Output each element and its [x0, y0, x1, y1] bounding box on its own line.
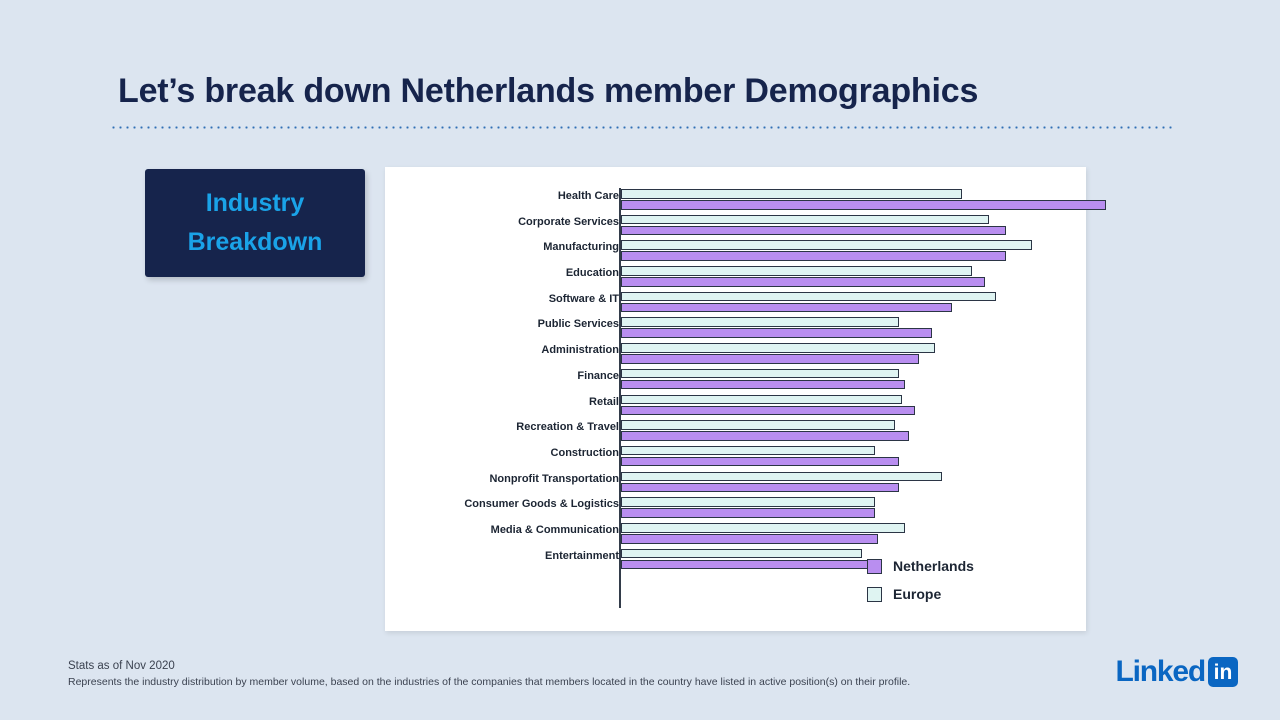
- title-divider: [110, 126, 1172, 129]
- bar-europe: [621, 446, 875, 456]
- bar-europe: [621, 317, 899, 327]
- chart-row: [385, 496, 1086, 522]
- bar-netherlands: [621, 431, 909, 441]
- bar-europe: [621, 189, 962, 199]
- chart-row: [385, 316, 1086, 342]
- bar-netherlands: [621, 303, 952, 313]
- category-label: Consumer Goods & Logistics: [464, 498, 619, 511]
- section-label-box: [145, 169, 365, 277]
- category-label: Construction: [550, 446, 619, 459]
- chart-row: [385, 214, 1086, 240]
- bar-europe: [621, 292, 996, 302]
- chart-row: [385, 291, 1086, 317]
- chart-plot-area: [385, 167, 1086, 631]
- bar-europe: [621, 395, 902, 405]
- bar-netherlands: [621, 406, 915, 416]
- bar-netherlands: [621, 457, 899, 467]
- category-label: Education: [565, 267, 619, 280]
- bar-europe: [621, 523, 905, 533]
- category-label: Recreation & Travel: [516, 421, 619, 434]
- chart-row: [385, 394, 1086, 420]
- chart-row: [385, 239, 1086, 265]
- bar-europe: [621, 497, 875, 507]
- legend-swatch-europe: [867, 587, 882, 602]
- section-label-line1: Industry: [205, 189, 305, 217]
- bar-europe: [621, 549, 862, 559]
- bar-netherlands: [621, 200, 1106, 210]
- bar-europe: [621, 343, 935, 353]
- chart-row: [385, 471, 1086, 497]
- linkedin-wordmark: Linked: [1115, 655, 1205, 688]
- category-label: Entertainment: [545, 549, 619, 562]
- bar-netherlands: [621, 251, 1006, 261]
- bar-netherlands: [621, 380, 905, 390]
- category-label: Public Services: [537, 318, 619, 331]
- footnote-description: Represents the industry distribution by member volume, based on the industries of the companies that members located in the country have listed in active position(s) on their profile.: [68, 676, 911, 688]
- legend-item-europe: [867, 586, 974, 602]
- category-label: Corporate Services: [518, 215, 619, 228]
- bar-europe: [621, 240, 1032, 250]
- legend-item-netherlands: [867, 558, 974, 574]
- category-label: Manufacturing: [543, 241, 619, 254]
- bar-europe: [621, 420, 895, 430]
- bar-europe: [621, 215, 989, 225]
- category-label: Nonprofit Transportation: [489, 472, 619, 485]
- bar-europe: [621, 266, 972, 276]
- category-label: Administration: [541, 344, 619, 357]
- footnote-stats-date: Stats as of Nov 2020: [68, 660, 175, 672]
- linkedin-logo: [1116, 655, 1238, 689]
- bar-netherlands: [621, 508, 875, 518]
- chart-legend: [867, 558, 974, 614]
- category-label: Retail: [589, 395, 619, 408]
- section-label-line2: Breakdown: [187, 228, 323, 256]
- bar-netherlands: [621, 560, 868, 570]
- category-label: Software & IT: [548, 292, 619, 305]
- chart-row: [385, 342, 1086, 368]
- bar-europe: [621, 369, 899, 379]
- bar-netherlands: [621, 277, 985, 287]
- legend-label-netherlands: Netherlands: [893, 558, 974, 574]
- chart-row: [385, 548, 1086, 574]
- category-label: Finance: [577, 369, 619, 382]
- bar-europe: [621, 472, 942, 482]
- chart-row: [385, 188, 1086, 214]
- chart-row: [385, 445, 1086, 471]
- chart-row: [385, 265, 1086, 291]
- legend-label-europe: Europe: [893, 586, 942, 602]
- chart-row: [385, 522, 1086, 548]
- bar-netherlands: [621, 226, 1006, 236]
- chart-row: [385, 419, 1086, 445]
- bar-netherlands: [621, 534, 878, 544]
- category-label: Health Care: [557, 190, 619, 202]
- chart-card: [385, 167, 1086, 631]
- bar-netherlands: [621, 483, 899, 493]
- linkedin-in-icon: in: [1208, 657, 1238, 687]
- legend-swatch-netherlands: [867, 559, 882, 574]
- page-title: Let’s break down Netherlands member Demographics: [118, 72, 979, 110]
- chart-row: [385, 368, 1086, 394]
- footnote: [68, 660, 910, 688]
- chart-bar-rows: [385, 188, 1086, 573]
- category-label: Media & Communication: [490, 523, 619, 536]
- bar-netherlands: [621, 354, 919, 364]
- bar-netherlands: [621, 328, 932, 338]
